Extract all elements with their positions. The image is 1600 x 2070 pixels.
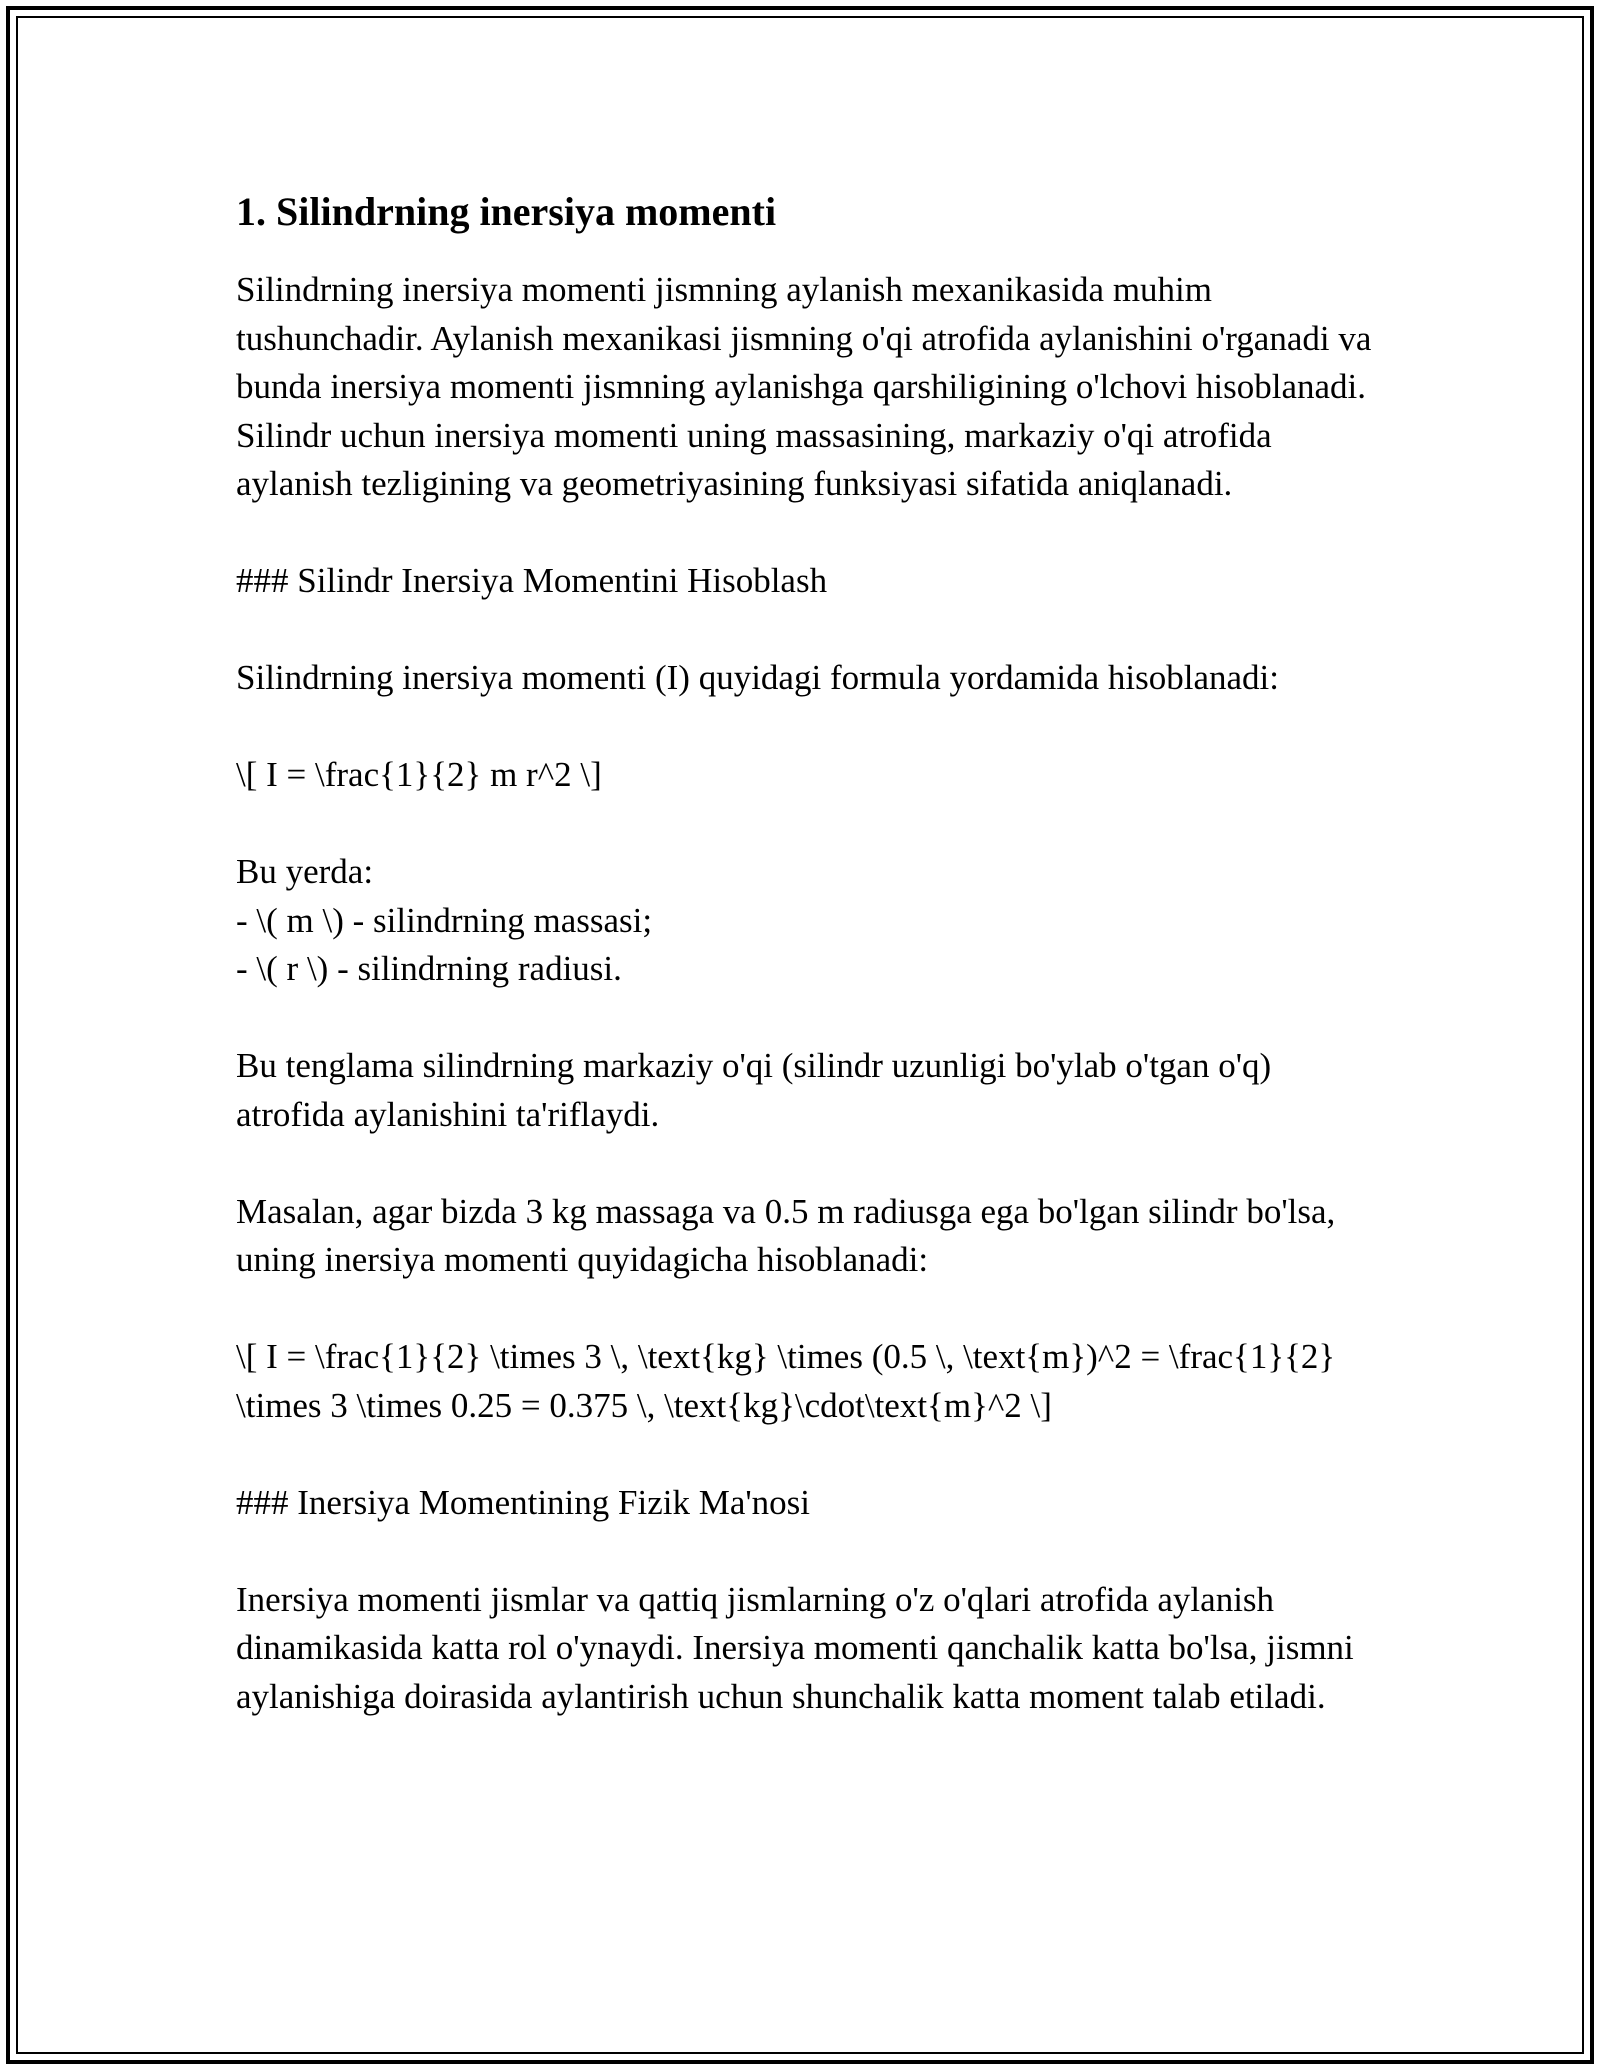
- paragraph-example: Masalan, agar bizda 3 kg massaga va 0.5 m radiusga ega bo'lgan silindr bo'lsa, uning inersiya momenti quyidagicha hisoblanadi:: [236, 1191, 1336, 1279]
- paragraph-intro: Silindrning inersiya momenti jismning aylanish mexanikasida muhim tushunchadir. Aylanish mexanikasi jismning o'qi atrofida aylanishini o'rganadi va bunda inersiya momenti jismning aylanishga qarshiligining o'lchovi hisoblanadi. Silindr uchun inersiya momenti uning massasining, markaziy o'qi atrofida aylanish tezligining va geometriyasining funksiyasi sifatida aniqlanadi.: [236, 270, 1372, 503]
- heading-physical-meaning: ### Inersiya Momentining Fizik Ma'nosi: [236, 1482, 811, 1522]
- document-title: 1. Silindrning inersiya momenti: [236, 189, 777, 234]
- definitions-block: [236, 848, 1376, 994]
- formula-example: \[ I = \frac{1}{2} \times 3 \, \text{kg} \times (0.5 \, \text{m})^2 = \frac{1}{2} \times 3 \times 0.25 = 0.375 \, \text{kg}\cdot\text{m}^2 \]: [236, 1337, 1336, 1425]
- definition-radius: - \( r \) - silindrning radiusi.: [236, 949, 622, 988]
- paragraph-formula-intro: Silindrning inersiya momenti (I) quyidagi formula yordamida hisoblanadi:: [236, 658, 1279, 697]
- definition-mass: - \( m \) - silindrning massasi;: [236, 900, 653, 940]
- paragraph-axis-note: Bu tenglama silindrning markaziy o'qi (silindr uzunligi bo'ylab o'tgan o'q) atrofida aylanishini ta'riflaydi.: [236, 1046, 1272, 1134]
- document-body: [236, 186, 1376, 1721]
- definitions-label: Bu yerda:: [236, 852, 374, 891]
- heading-calculation: ### Silindr Inersiya Momentini Hisoblash: [236, 561, 828, 600]
- formula-inertia: \[ I = \frac{1}{2} m r^2 \]: [236, 755, 602, 794]
- paragraph-meaning: Inersiya momenti jismlar va qattiq jismlarning o'z o'qlari atrofida aylanish dinamikasida katta rol o'ynaydi. Inersiya momenti qanchalik katta bo'lsa, jismni aylanishiga doirasida aylantirish uchun shunchalik katta moment talab etiladi.: [236, 1579, 1354, 1716]
